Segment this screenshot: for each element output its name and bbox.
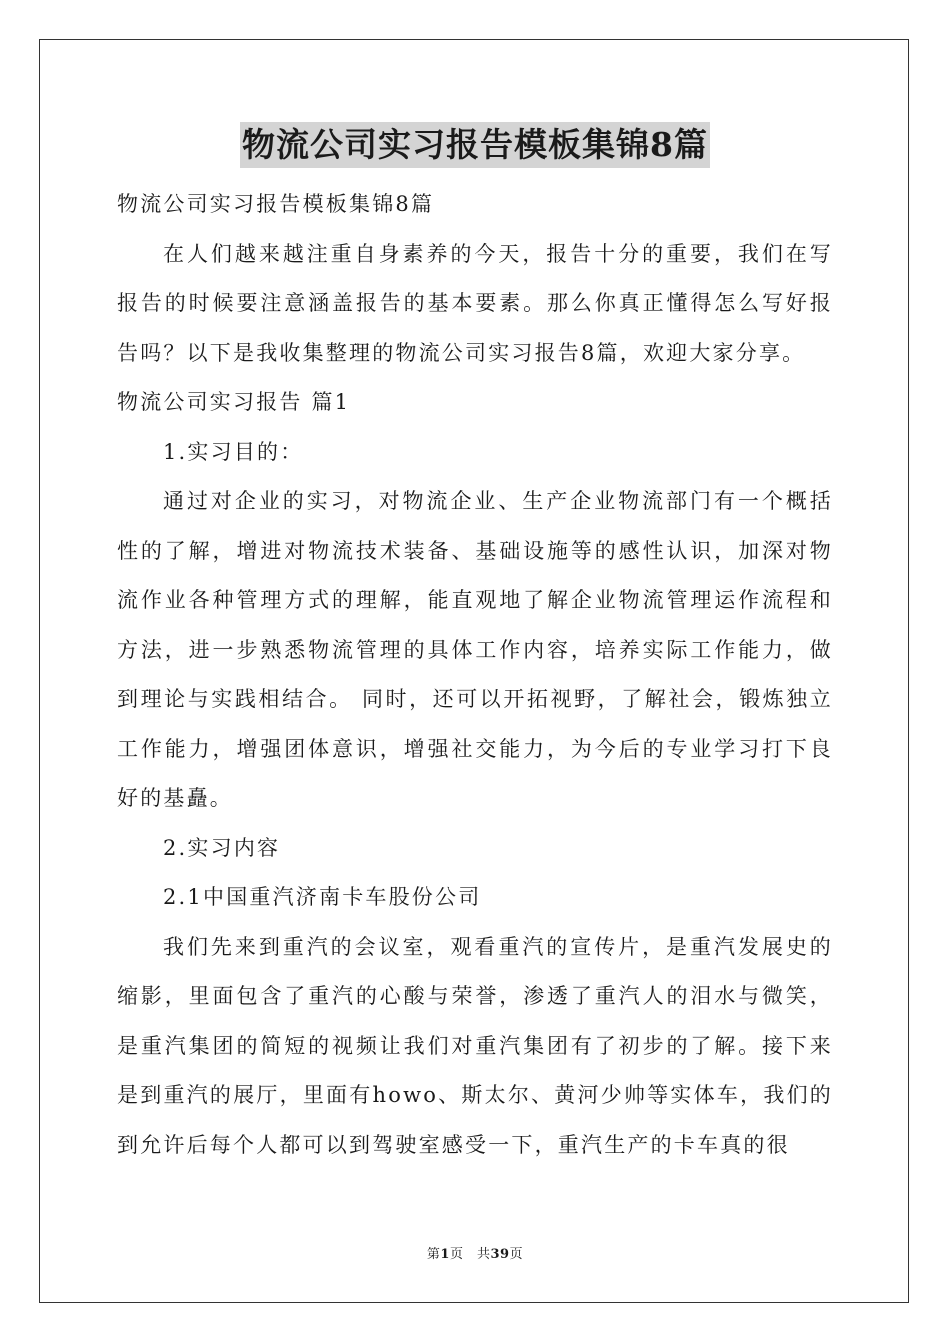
footer-prefix: 第 — [426, 1247, 441, 1262]
intro-paragraph: 在人们越来越注重自身素养的今天，报告十分的重要，我们在写报告的时候要注意涵盖报告的基本要素。那么你真正懂得怎么写好报告吗？以下是我收集整理的物流公司实习报告8篇，欢迎大家分享。 — [117, 241, 833, 365]
subheading-purpose: 1.实习目的： — [163, 439, 304, 464]
total-pages-number: 39 — [490, 1247, 510, 1262]
purpose-paragraph: 通过对企业的实习，对物流企业、生产企业物流部门有一个概括性的了解，增进对物流技术装备、基础设施等的感性认识，加深对物流作业各种管理方式的理解，能直观地了解企业物流管理运作流程和方法，进一步熟悉物流管理的具体工作内容，培养实际工作能力，做到理论与实践相结合。 同时，还可以开拓视野，了解社会，锻炼独立工作能力，增强团体意识，增强社交能力，为今后的专业学习打下良好的基矗。 — [117, 489, 833, 810]
document-title: 物流公司实习报告模板集锦8篇 — [240, 122, 710, 168]
page-footer — [0, 1246, 950, 1264]
subtitle-line: 物流公司实习报告模板集锦8篇 — [117, 192, 435, 216]
title-container — [0, 122, 950, 168]
footer-suffix: 页 — [509, 1247, 524, 1262]
subheading-company: 2.1中国重汽济南卡车股份公司 — [163, 885, 482, 909]
subheading-content: 2.实习内容 — [163, 835, 281, 860]
section-heading: 物流公司实习报告 篇1 — [117, 390, 351, 414]
footer-mid: 页 共 — [449, 1247, 491, 1262]
document-body — [117, 180, 833, 1170]
current-page-number: 1 — [440, 1247, 450, 1262]
company-paragraph: 我们先来到重汽的会议室，观看重汽的宣传片，是重汽发展史的缩影，里面包含了重汽的心酸与荣誉，渗透了重汽人的泪水与微笑，是重汽集团的简短的视频让我们对重汽集团有了初步的了解。接下来是到重汽的展厅，里面有howo、斯太尔、黄河少帅等实体车，我们的到允许后每个人都可以到驾驶室感受一下，重汽生产的卡车真的很 — [117, 934, 833, 1157]
